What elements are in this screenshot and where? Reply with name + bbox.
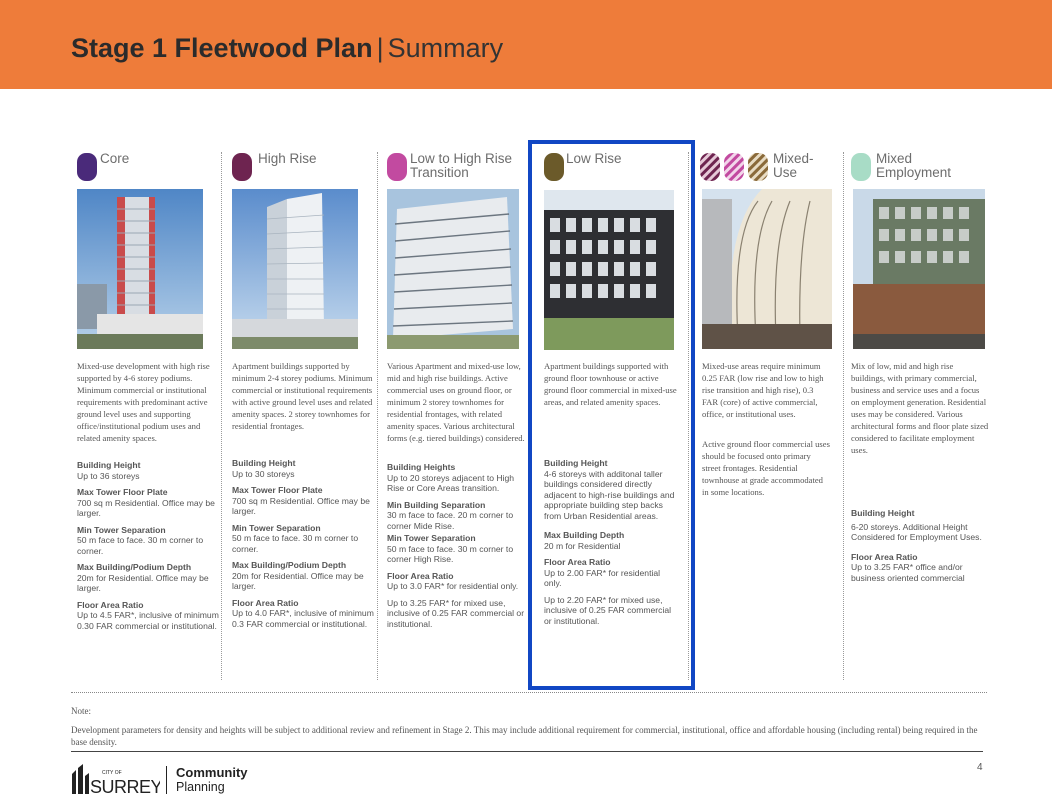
- spec-label: Min Tower Separation: [77, 524, 166, 535]
- column-title: High Rise: [258, 151, 317, 166]
- spec-label: Floor Area Ratio: [544, 557, 611, 567]
- spec-value: 6-20 storeys. Additional Height Considered for Employment Uses.: [851, 521, 982, 542]
- column-core: [77, 150, 217, 680]
- transition-building-image: [387, 189, 519, 349]
- spec-label: Floor Area Ratio: [387, 570, 454, 581]
- column-divider: [843, 152, 844, 680]
- mixed-employment-swatch: [851, 153, 871, 181]
- spec-label: Max Building Depth: [544, 530, 625, 540]
- title-main: Stage 1 Fleetwood Plan: [71, 33, 373, 63]
- core-swatch: [77, 153, 97, 181]
- svg-text:CITY OF: CITY OF: [102, 770, 122, 776]
- spec-label: Max Tower Floor Plate: [232, 485, 323, 495]
- spec-label: Floor Area Ratio: [77, 599, 144, 610]
- core-description: Mixed-use development with high rise supported by 4-6 storey podiums. Minimum commercial or institutional requirements with predominant active ground level uses and supporting office/institutional podium uses and related amenity spaces.: [77, 361, 210, 443]
- spec-value: Up to 2.20 FAR* for mixed use, inclusive of 0.25 FAR commercial or institutional.: [544, 594, 672, 626]
- spec-value: Up to 4.0 FAR*, inclusive of minimum 0.3 FAR commercial or institutional.: [232, 608, 374, 629]
- footer-separator: [166, 766, 167, 794]
- column-divider: [221, 152, 222, 680]
- spec-label: Building Height: [851, 508, 915, 518]
- core-building-image: [77, 189, 203, 349]
- page-title: [71, 33, 503, 64]
- column-title: Core: [100, 151, 130, 166]
- spec-value: Up to 36 storeys: [77, 470, 140, 481]
- spec-value: 700 sq m Residential. Office may be larger.: [232, 495, 370, 516]
- spec-label: Floor Area Ratio: [851, 551, 918, 562]
- spec-value: 700 sq m Residential. Office may be larger.: [77, 497, 215, 518]
- column-transition: [387, 150, 527, 680]
- title-separator: |: [376, 33, 384, 63]
- mixed-use-building-image: [702, 189, 832, 349]
- spec-label: Min Tower Separation: [232, 522, 321, 533]
- column-mixed-employment: [851, 150, 991, 680]
- spec-value: 20m for Residential. Office may be larger.: [77, 572, 209, 593]
- transition-specs: [387, 462, 529, 635]
- mixed-employment-specs: [851, 508, 989, 589]
- spec-value: 20m for Residential. Office may be larger.: [232, 570, 364, 591]
- mixed-employment-description: Mix of low, mid and high rise buildings, with primary commercial, business and service uses and a focus on employment generation. Residential uses may be considered. Various architectural forms and floor plate sized considered to facilitate employment uses.: [851, 361, 989, 455]
- column-divider: [377, 152, 378, 680]
- spec-value: Up to 4.5 FAR*, inclusive of minimum 0.30 FAR commercial or institutional.: [77, 610, 219, 631]
- spec-label: Max Building/Podium Depth: [77, 562, 192, 572]
- column-title: Low to High Rise Transition: [410, 151, 513, 180]
- spec-value: 50 m face to face. 30 m corner to corner High Rise.: [387, 543, 514, 564]
- transition-description: Various Apartment and mixed-use low, mid and high rise buildings. Active commercial uses on ground floor, or minimum 2 storey townhomes for residential frontages, with related amenity spaces. Various architectural forms (e.g. tiered buildings) considered.: [387, 361, 525, 443]
- column-title: Low Rise: [566, 151, 622, 166]
- low-rise-description: Apartment buildings supported with ground floor townhouse or active ground floor commercial in mixed-use areas, and related amenity spaces.: [544, 361, 677, 407]
- spec-label: Floor Area Ratio: [232, 597, 299, 608]
- low-rise-highlight-frame: [528, 140, 695, 690]
- spec-value: Up to 20 storeys adjacent to High Rise or Core Areas transition.: [387, 472, 515, 493]
- transition-swatch: [387, 153, 407, 181]
- column-title: Mixed-Use: [773, 151, 814, 180]
- spec-label: Building Height: [232, 458, 296, 468]
- note-text: Development parameters for density and heights will be subject to additional review and refinement in Stage 2. This may include additional requirement for commercial, institutional, office and affordable housing (including rental) being required in the base density.: [71, 725, 978, 747]
- spec-label: Building Height: [544, 458, 608, 468]
- svg-text:SURREY: SURREY: [90, 777, 160, 797]
- brand-title: Community: [176, 765, 248, 780]
- core-specs: [77, 460, 219, 637]
- spec-value: 50 m face to face. 30 m corner to corner.: [77, 535, 204, 556]
- spec-value: Up to 30 storeys: [232, 468, 295, 479]
- high-rise-swatch: [232, 153, 252, 181]
- footer-rule: [71, 751, 983, 752]
- spec-value: 20 m for Residential: [544, 540, 621, 551]
- spec-value: 50 m face to face. 30 m corner to corner.: [232, 533, 359, 554]
- spec-value: Up to 3.25 FAR* for mixed use, inclusive of 0.25 FAR commercial or institutional.: [387, 597, 525, 629]
- spec-label: Min Building Separation: [387, 499, 486, 510]
- mixed-use-description-2: Active ground floor commercial uses should be focused onto primary street frontages. Residential townhouse at grade accommodated in some locations.: [702, 439, 830, 497]
- high-rise-specs: [232, 458, 374, 635]
- spec-value: Up to 2.00 FAR* for residential only.: [544, 567, 661, 588]
- page-number: 4: [977, 762, 983, 773]
- title-sub: Summary: [387, 33, 504, 63]
- spec-value: 30 m face to face. 20 m corner to corner Mide Rise.: [387, 510, 514, 531]
- high-rise-description: Apartment buildings supported by minimum 2-4 storey podiums. Minimum commercial or institutional requirements with active ground level uses and related amenity spaces. 2 storey townhomes for residential frontages.: [232, 361, 373, 431]
- spec-label: Max Building/Podium Depth: [232, 560, 347, 570]
- spec-value: Up to 3.25 FAR* office and/or business oriented commercial: [851, 562, 965, 583]
- city-of-surrey-logo: [70, 764, 160, 798]
- spec-label: Min Tower Separation: [387, 533, 476, 543]
- spec-label: Building Height: [77, 460, 141, 470]
- note-label: Note:: [71, 706, 91, 716]
- spec-value: 4-6 storeys with additonal taller buildings considered directly adjacent to high-rise buildings and appropriate building step backs from Urban Residential areas.: [544, 468, 675, 521]
- column-high-rise: [232, 150, 372, 680]
- high-rise-building-image: [232, 189, 358, 349]
- mixed-use-description: Mixed-use areas require minimum 0.25 FAR (low rise and low to high rise transition and high rise), 0.3 FAR (core) of active commercial, office, or institutional uses.: [702, 361, 824, 419]
- spec-label: Max Tower Floor Plate: [77, 487, 168, 497]
- section-divider: [71, 692, 987, 693]
- brand-subtitle: Planning: [176, 780, 225, 794]
- mixed-employment-building-image: [853, 189, 985, 349]
- spec-value: Up to 3.0 FAR* for residential only.: [387, 581, 519, 591]
- spec-label: Building Heights: [387, 462, 456, 472]
- column-mixed-use: [700, 150, 840, 680]
- mixed-use-swatches: [700, 153, 770, 181]
- column-title: Mixed Employment: [876, 151, 952, 180]
